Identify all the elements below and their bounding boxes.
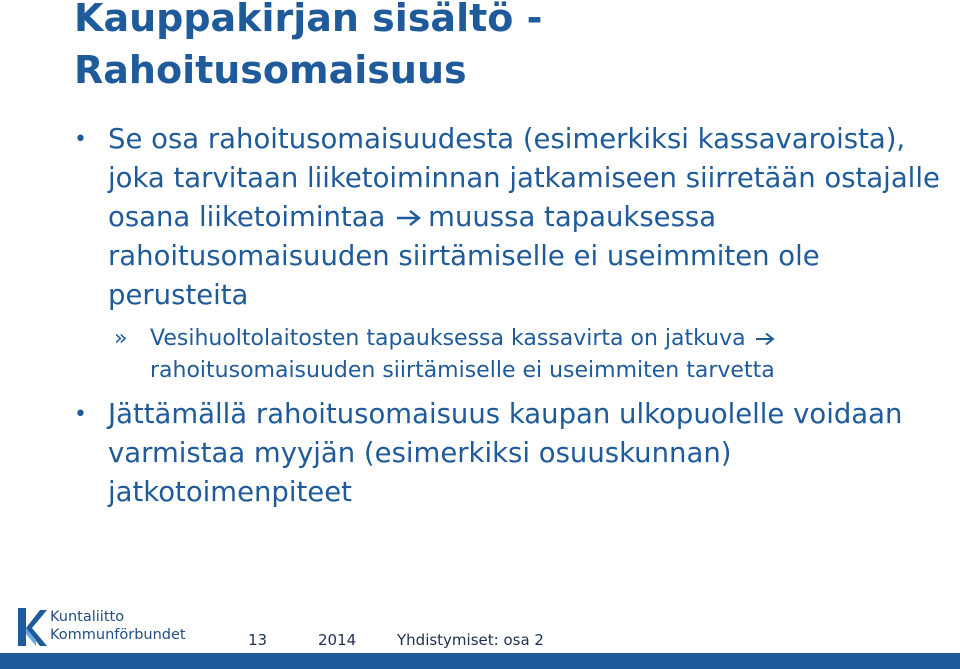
logo-line-1: Kuntaliitto (50, 609, 125, 625)
right-arrow-icon (755, 332, 775, 346)
bullet-dot-icon: • (74, 402, 87, 427)
logo-line-2: Kommunförbundet (50, 627, 186, 643)
kuntaliitto-logo-icon (14, 606, 48, 648)
title-line-2: Rahoitusomaisuus (74, 48, 467, 92)
sub-bullet-text-continuation: rahoitusomaisuuden siirtämiselle ei useimmiten tarvetta (150, 358, 775, 383)
bullet-dot-icon: • (74, 127, 87, 152)
slide-title (74, 0, 934, 96)
footer-year: 2014 (318, 631, 357, 649)
bullet-text-continuation: muussa tapauksessa rahoitusomaisuuden siirtämiselle ei useimmiten ole perusteita (108, 201, 820, 311)
slide-content (74, 120, 944, 520)
bullet-item (74, 120, 944, 315)
bullet-item (74, 395, 944, 512)
bullet-text: Jättämällä rahoitusomaisuus kaupan ulkopuolelle voidaan varmistaa myyjän (esimerkiksi osuuskunnan) jatkotoimenpiteet (108, 398, 903, 508)
bullet-text: Se osa rahoitusomaisuudesta (esimerkiksi kassavaroista), joka tarvitaan liiketoiminnan jatkamiseen siirretään ostajalle osana liiketoimintaa (108, 123, 940, 233)
right-arrow-icon (396, 209, 422, 227)
sub-bullet-item (114, 323, 944, 387)
footer-section: Yhdistymiset: osa 2 (397, 631, 544, 649)
title-line-1: Kauppakirjan sisältö - (74, 0, 543, 40)
page-number: 13 (248, 631, 268, 649)
sub-bullet-text: Vesihuoltolaitosten tapauksessa kassavirta on jatkuva (150, 326, 746, 351)
sub-bullet-marker: » (114, 326, 128, 351)
kuntaliitto-logo (14, 606, 194, 650)
footer-bar (0, 653, 960, 669)
